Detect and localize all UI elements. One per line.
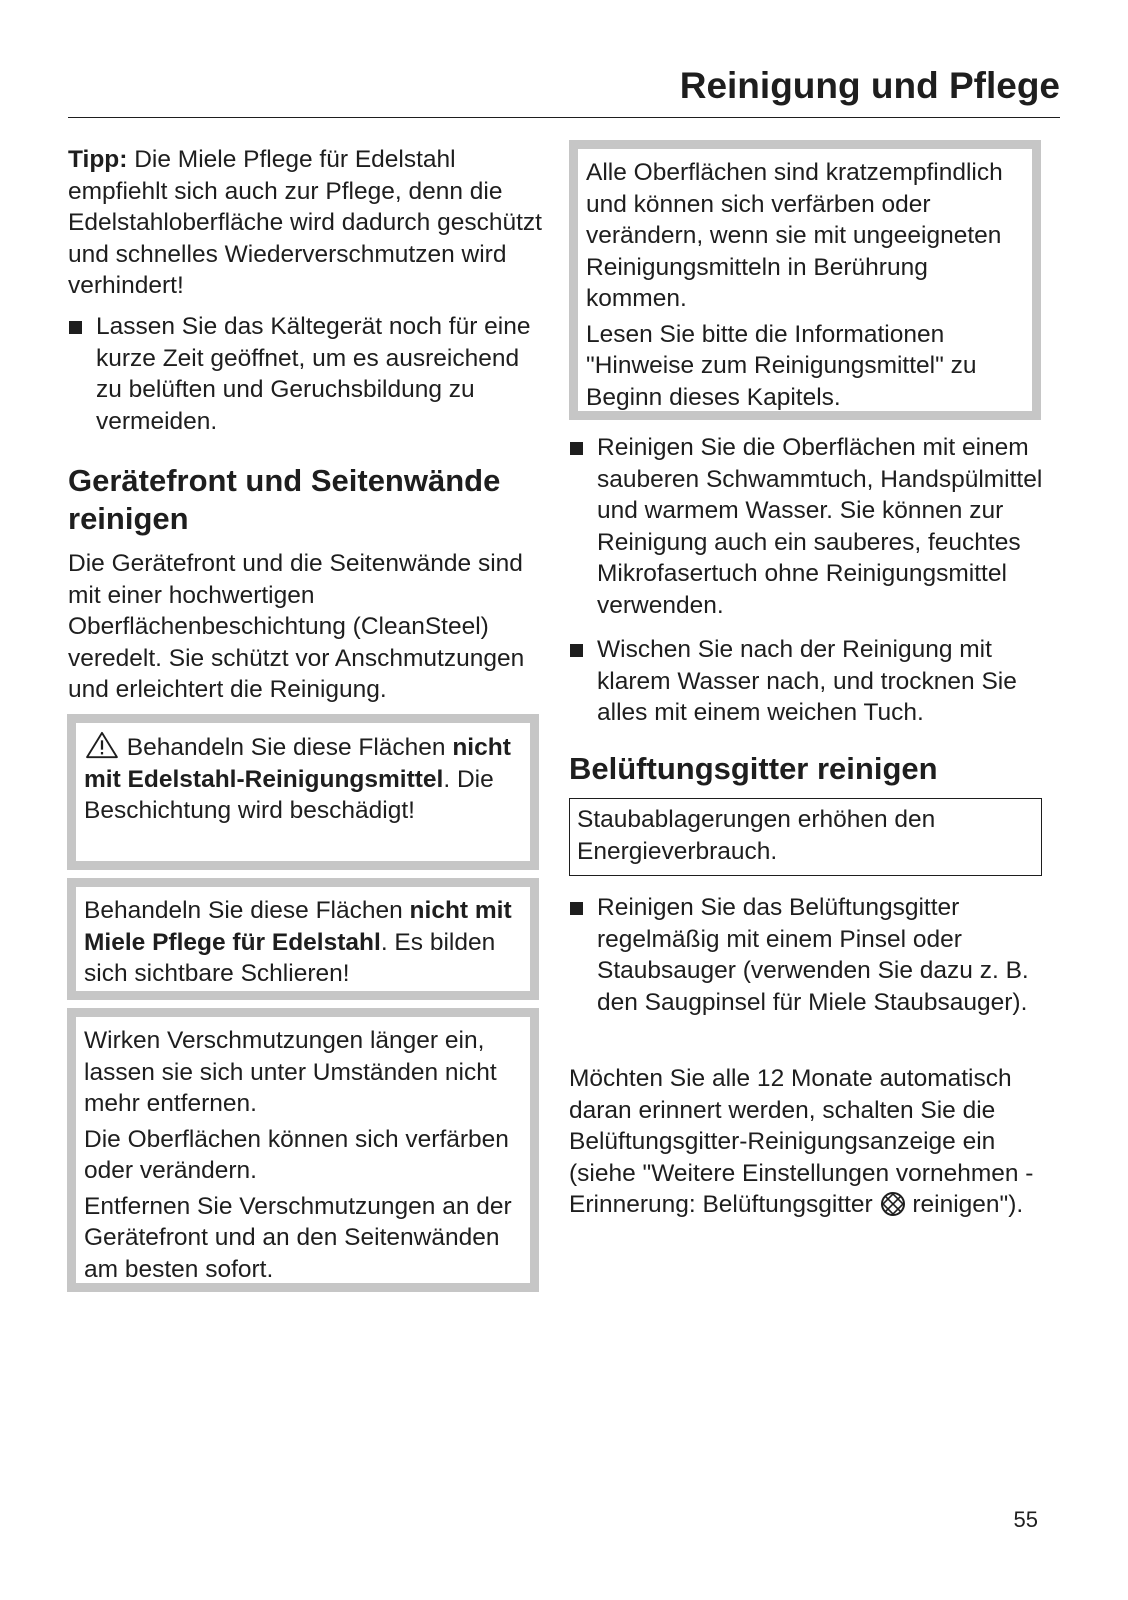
- warning-4-p2: Lesen Sie bitte die Informationen "Hinweise zum Reinigungsmittel" zu Beginn dieses Kapitels.: [586, 320, 977, 411]
- bullet-grille-text: Reinigen Sie das Belüftungsgitter regelmäßig mit einem Pinsel oder Staubsauger (verwenden Sie dazu z. B. den Saugpinsel für Miele Staubsauger).: [597, 894, 1029, 1016]
- warning-2-text: [84, 895, 523, 990]
- reminder-text: [569, 1063, 1045, 1221]
- bullet-wipe-text: Wischen Sie nach der Reinigung mit klarem Wasser nach, und trocknen Sie alles mit einem weichen Tuch.: [597, 636, 1017, 726]
- page-title: Reinigung und Pflege: [679, 65, 1060, 106]
- bullet-wipe: [569, 634, 1057, 729]
- bullet-square-icon: [570, 442, 583, 455]
- warning-box-no-miele-care: [67, 878, 539, 1000]
- reminder-paragraph: [569, 1063, 1045, 1221]
- warning-2-text-a: Behandeln Sie diese Flächen: [84, 897, 410, 924]
- warning-triangle-icon: [84, 731, 120, 759]
- warning-4-p1: Alle Oberflächen sind kratzempfindlich und können sich verfärben oder verändern, wenn sie mit ungeeigneten Reinigungsmitteln in Berührung kommen.: [586, 159, 1003, 312]
- warning-box-no-steel-cleaner: [67, 714, 539, 870]
- reminder-text-a: Möchten Sie alle 12 Monate automatisch daran erinnert werden, schalten Sie die Belüftungsgitter-Reinigungsanzeige ein (siehe "Weitere Einstellungen vornehmen - Erinnerung: Belüftungsgitter: [569, 1065, 1034, 1218]
- bullet-square-icon: [69, 321, 82, 334]
- note-box-dust: [569, 798, 1042, 876]
- bullet-clean: [569, 432, 1057, 621]
- warning-1-text-a: Behandeln Sie diese Flächen: [120, 734, 453, 761]
- tip-label: Tipp:: [68, 146, 128, 173]
- warning-1-bold: nicht mit Edelstahl-Reinigungsmittel: [84, 734, 511, 793]
- reminder-text-b: reinigen").: [905, 1191, 1024, 1218]
- tip-body: Die Miele Pflege für Edelstahl empfiehlt sich auch zur Pflege, denn die Edelstahloberfläche wird dadurch geschützt und schnelles Wiederverschmutzen wird verhindert!: [68, 146, 542, 299]
- tip-paragraph: [68, 144, 546, 302]
- warning-3-p1: Wirken Verschmutzungen länger ein, lassen sie sich unter Umständen nicht mehr entfernen.: [84, 1027, 497, 1117]
- header-divider: [68, 117, 1060, 118]
- bullet-grille: [569, 892, 1067, 1018]
- page-number: 55: [1013, 1507, 1038, 1532]
- bullet-square-icon: [570, 902, 583, 915]
- ventilation-grille-icon: [880, 1191, 906, 1217]
- warning-3-p2: Die Oberflächen können sich verfärben oder verändern.: [84, 1125, 509, 1184]
- section-heading-front: Gerätefront und Seitenwände reinigen: [68, 463, 501, 536]
- warning-box-scratch-sensitive: [569, 140, 1041, 420]
- warning-1-text-b: . Die Beschichtung wird beschädigt!: [84, 765, 494, 824]
- warning-2-text-b: . Es bilden sich sichtbare Schlieren!: [84, 928, 496, 987]
- warning-2-bold: nicht mit Miele Pflege für Edelstahl: [84, 897, 512, 956]
- warning-box-stains: [67, 1008, 539, 1292]
- warning-1-text: [84, 731, 523, 827]
- front-intro-paragraph: Die Gerätefront und die Seitenwände sind mit einer hochwertigen Oberflächenbeschichtung (CleanSteel) veredelt. Sie schützt vor Anschmutzungen und erleichtert die Reinigung.: [68, 550, 525, 703]
- note-dust-text: Staubablagerungen erhöhen den Energieverbrauch.: [577, 806, 936, 865]
- warning-3-p3: Entfernen Sie Verschmutzungen an der Gerätefront und an den Seitenwänden am besten sofort.: [84, 1192, 512, 1283]
- bullet-clean-text: Reinigen Sie die Oberflächen mit einem sauberen Schwammtuch, Handspülmittel und warmem Wasser. Sie können zur Reinigung auch ein sauberes, feuchtes Mikrofasertuch ohne Reinigungsmittel verwenden.: [597, 434, 1043, 619]
- section-heading-grille: Belüftungsgitter reinigen: [569, 751, 938, 786]
- bullet-ventilate: [68, 311, 546, 437]
- bullet-square-icon: [570, 644, 583, 657]
- tip-text: [68, 144, 546, 302]
- bullet-ventilate-text: Lassen Sie das Kältegerät noch für eine kurze Zeit geöffnet, um es ausreichend zu belüften und Geruchsbildung zu vermeiden.: [96, 313, 531, 435]
